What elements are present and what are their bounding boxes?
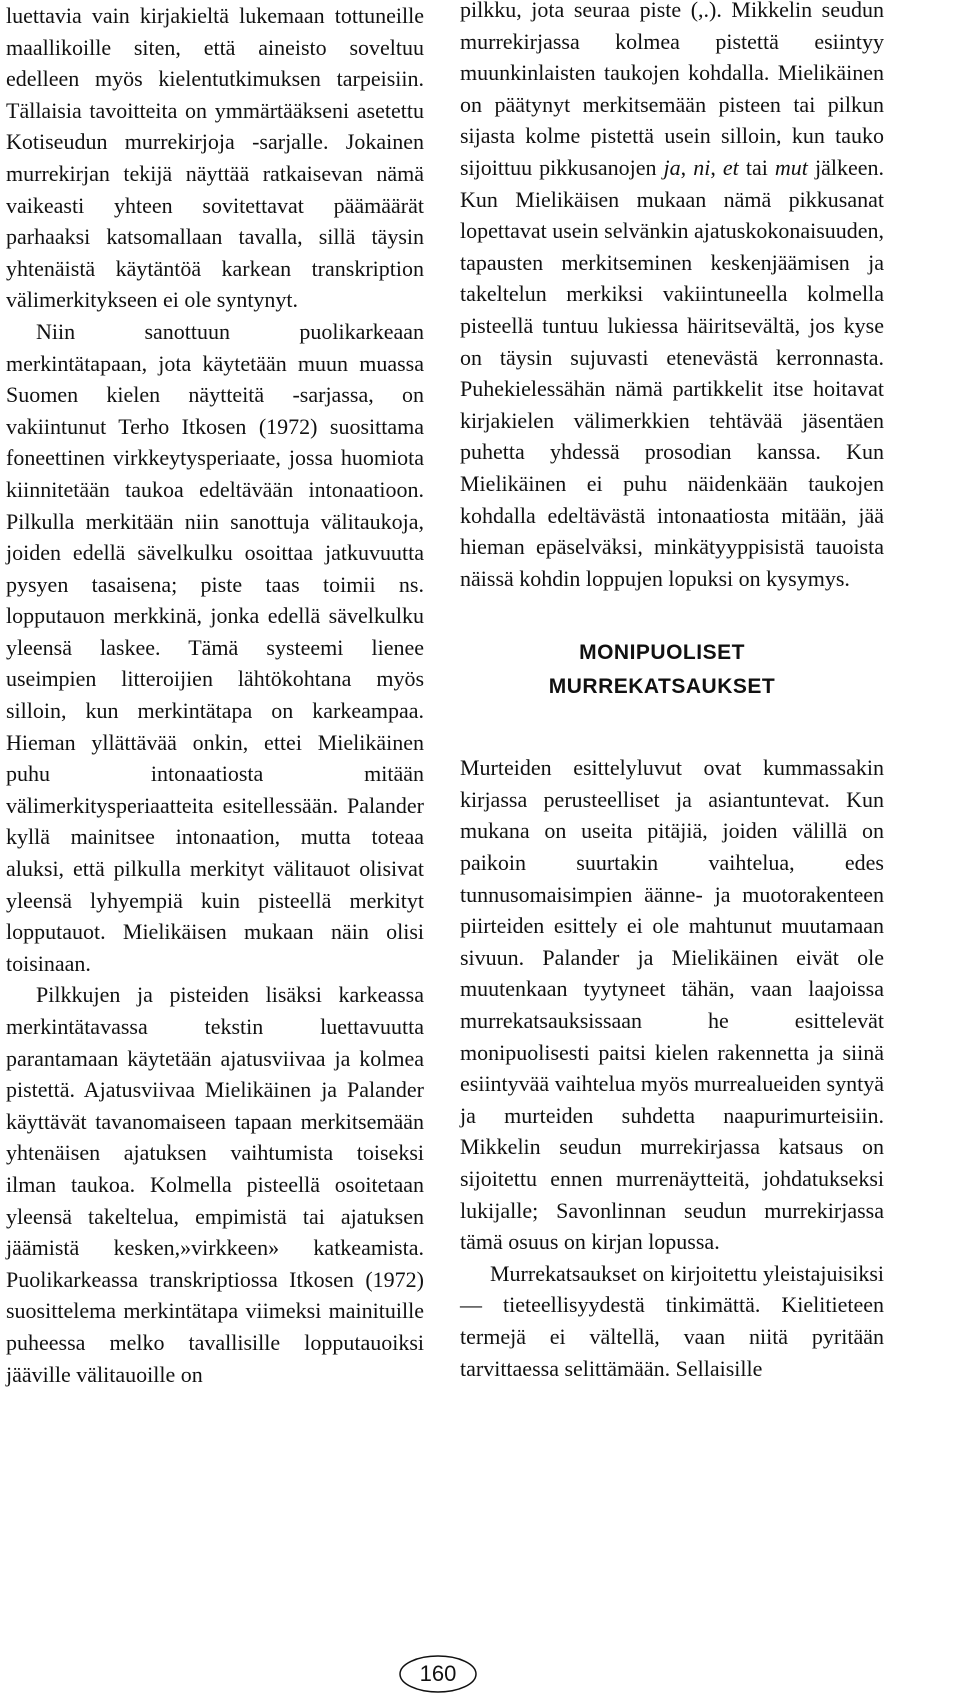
body-paragraph: Murteiden esittelyluvut ovat kummassakin kirjassa perusteelliset ja asiantuntevat. Kun mukana on useita pitäjiä, joiden välillä on paikoin suurtakin vaihtelua, edes tunnusomaisimpien äänne- ja muotorakenteen piirteiden esittely ei ole mahtunut muutamaan sivuun. Palander ja Mielikäinen eivät ole muutenkaan tyytyneet tähän, vaan laajoissa murrekatsauksissaan he esittelevät monipuolisesti paitsi kielen rakennetta ja siinä esiintyvää vaihtelua myös murrealueiden syntyä ja murteiden suhdetta naapurimurteisiin. Mikkelin seudun murrekirjassa katsaus on sijoitettu ennen murrenäytteitä, johdatukseksi lukijalle; Savonlinnan seudun murrekirjassa tämä osuus on kirjan lopussa. [460,755,884,1255]
italic-word: ni [693,154,711,180]
text-run: , [680,154,694,180]
body-paragraph: Niin sanottuun puolikarkeaan merkintätapaan, jota käytetään muun muassa Suomen kielen näytteitä -sarjassa, on vakiintunut Terho Itkosen (1972) suosittama foneettinen virkkeytysperiaate, jossa huomiota kiinnitetään taukoa edeltävään intonaatioon. Pilkulla merkitään niin sanottuja välitaukoja, joiden edellä sävelkulku osoittaa jatkuvuutta pysyen tasaisena; piste taas toimii ns. lopputauon merkkinä, jonka edellä sävelkulku yleensä laskee. Tämä systeemi lienee useimpien litteroijien lähtökohtana myös silloin, kun merkintätapa on karkeampaa. Hieman yllättävää onkin, ettei Mielikäinen puhu intonaatiosta mitään välimerkitysperiaatteita esitellessään. Palander kyllä mainitsee intonaation, mutta toteaa aluksi, että pilkulla merkityt välitauot olisivat yleensä lyhyempiä kuin pisteellä merkityt lopputauot. Mielikäisen mukaan näin olisi toisinaan. [6,318,424,976]
text-run: pilkku, jota seuraa piste (,.). Mikkelin seudun murrekirjassa kolmea pistettä esiintyy muunkinlaisten taukojen kohdalla. Mielikäinen on päätynyt merkitsemään pisteen tai pilkun sijasta kolme pistettä usein silloin, kun tauko sijoittuu pikkusanojen [460,0,884,180]
text-run: tai [738,154,775,180]
italic-word: ja [663,154,681,180]
section-heading-line: MURREKATSAUKSET [548,675,776,699]
page-number-text: 160 [419,1661,457,1686]
section-heading-line: MONIPUOLISET [579,641,745,665]
italic-word: et [722,154,739,180]
text-run: , [710,154,723,180]
text-run: jälkeen. Kun Mielikäisen mukaan nämä pikkusanat lopettavat usein selvänkin ajatuskokonaisuuden, tapausten merkitseminen keskenjäämisen ja takeltelun merkiksi vakiintuneella kolmella pisteellä tuntuu lukiessa häiritsevältä, jos kyse on täysin sujuvasti etenevästä kerronnasta. Puhekielessähän nämä partikkelit itse hoitavat kirjakielen välimerkkien tehtävää jäsentäen puhetta yhdessä prosodian kanssa. Kun Mielikäinen ei puhu näidenkään taukojen kohdalla edeltävästä intonaatiosta mitään, jää hieman epäselväksi, minkätyyppisistä tauoista näissä kohdin loppujen lopuksi on kysymys. [460,154,885,591]
section-heading [460,636,884,704]
page-number [398,1654,478,1694]
body-paragraph: Murrekatsaukset on kirjoitettu yleistajuisiksi — tieteellisyydestä tinkimättä. Kielitieteen termejä ei vältellä, vaan niitä pyritään tarvittaessa selittämään. Sellaisille [460,1260,884,1381]
italic-word: mut [774,154,808,180]
right-column [460,0,884,1384]
body-paragraph: Pilkkujen ja pisteiden lisäksi karkeassa merkintätavassa tekstin luettavuutta parantamaan käytetään ajatusviivaa ja kolmea pistettä. Ajatusviivaa Mielikäinen ja Palander käyttävät tavanomaiseen tapaan merkitsemään yhtenäisen ajatuksen vaihtumista toiseksi ilman taukoa. Kolmella pisteellä osoitetaan yleensä takeltelua, empimistä tai ajatuksen jäämistä kesken,»virkkeen» katkeamista. Puolikarkeassa transkriptiossa Itkosen (1972) suosittelema merkintätapa viimeksi mainituille puheessa melko tavallisille lopputauoiksi jääville välitauoille on [6,982,424,1387]
body-paragraph: luettavia vain kirjakieltä lukemaan tottuneille maallikoille siten, että aineisto soveltuu edelleen myös kielentutkimuksen tarpeisiin. Tällaisia tavoitteita on ymmärtääkseni asetettu Kotiseudun murrekirjoja -sarjalle. Jokainen murrekirjan tekijä näyttää ratkaisevan nämä vaikeasti yhteen sovitettavat päämäärät parhaaksi katsomallaan tavalla, sillä täysin yhtenäistä käytäntöä karkean transkription välimerkitykseen ei ole syntynyt. [6,3,424,313]
left-column [6,0,424,1390]
body-paragraph [460,0,884,594]
